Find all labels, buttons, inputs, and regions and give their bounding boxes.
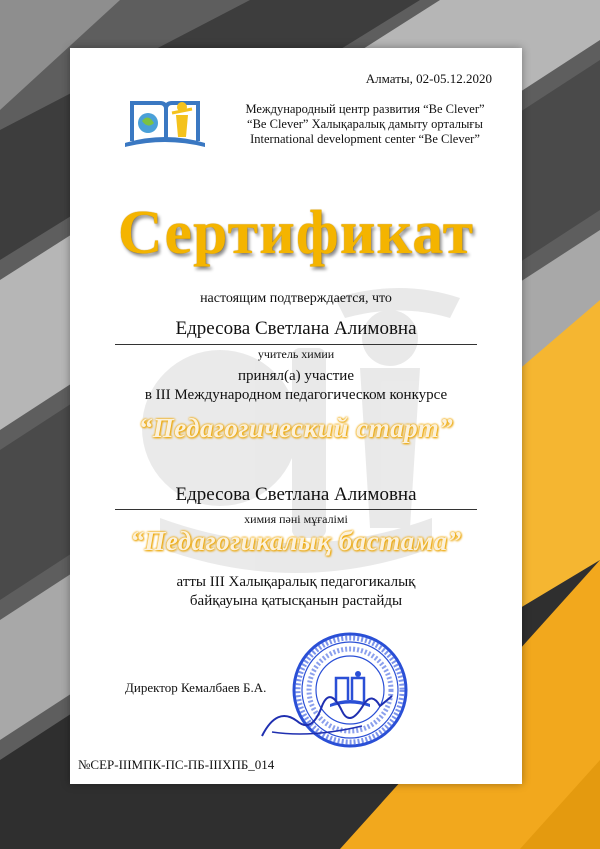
contest-name-kz: “Педагогикалық бастама” xyxy=(130,526,462,556)
participated-text: принял(а) участие xyxy=(238,368,354,384)
org-name-ru: Международный центр развития “Be Clever” xyxy=(245,102,485,116)
recipient-name-kz: Едресова Светлана Алимовна xyxy=(175,484,417,505)
serial-number: №СЕР-IIIМПК-ПС-ПБ-IIIХПБ_014 xyxy=(78,757,275,772)
contest-name-ru: “Педагогический старт” xyxy=(138,413,454,443)
org-name-en: International development center “Be Clever” xyxy=(250,132,480,146)
name-kz-underline xyxy=(115,509,477,510)
confirm-kz-line1: атты III Халықаралық педагогикалық xyxy=(176,574,416,590)
signature-scribble xyxy=(252,666,402,746)
confirm-kz-line2: байқауына қатысқанын растайды xyxy=(189,593,403,609)
name-underline xyxy=(115,344,477,345)
recipient-name: Едресова Светлана Алимовна xyxy=(175,318,417,339)
confirm-text: настоящим подтверждается, что xyxy=(200,291,392,306)
director-name: Директор Кемалбаев Б.А. xyxy=(125,680,267,695)
certificate-card xyxy=(70,48,522,784)
position-kz: химия пәні мұғалімі xyxy=(244,512,348,526)
organization-names xyxy=(220,102,510,147)
certificate-title: Сертификат xyxy=(117,199,475,267)
be-clever-logo-icon xyxy=(120,93,210,153)
city-date: Алматы, 02-05.12.2020 xyxy=(365,71,492,86)
contest-intro-ru: в III Международном педагогическом конкурсе xyxy=(144,387,448,403)
org-name-kz: “Be Clever” Халықаралық дамыту орталығы xyxy=(247,117,483,131)
position-ru: учитель химии xyxy=(257,347,335,361)
